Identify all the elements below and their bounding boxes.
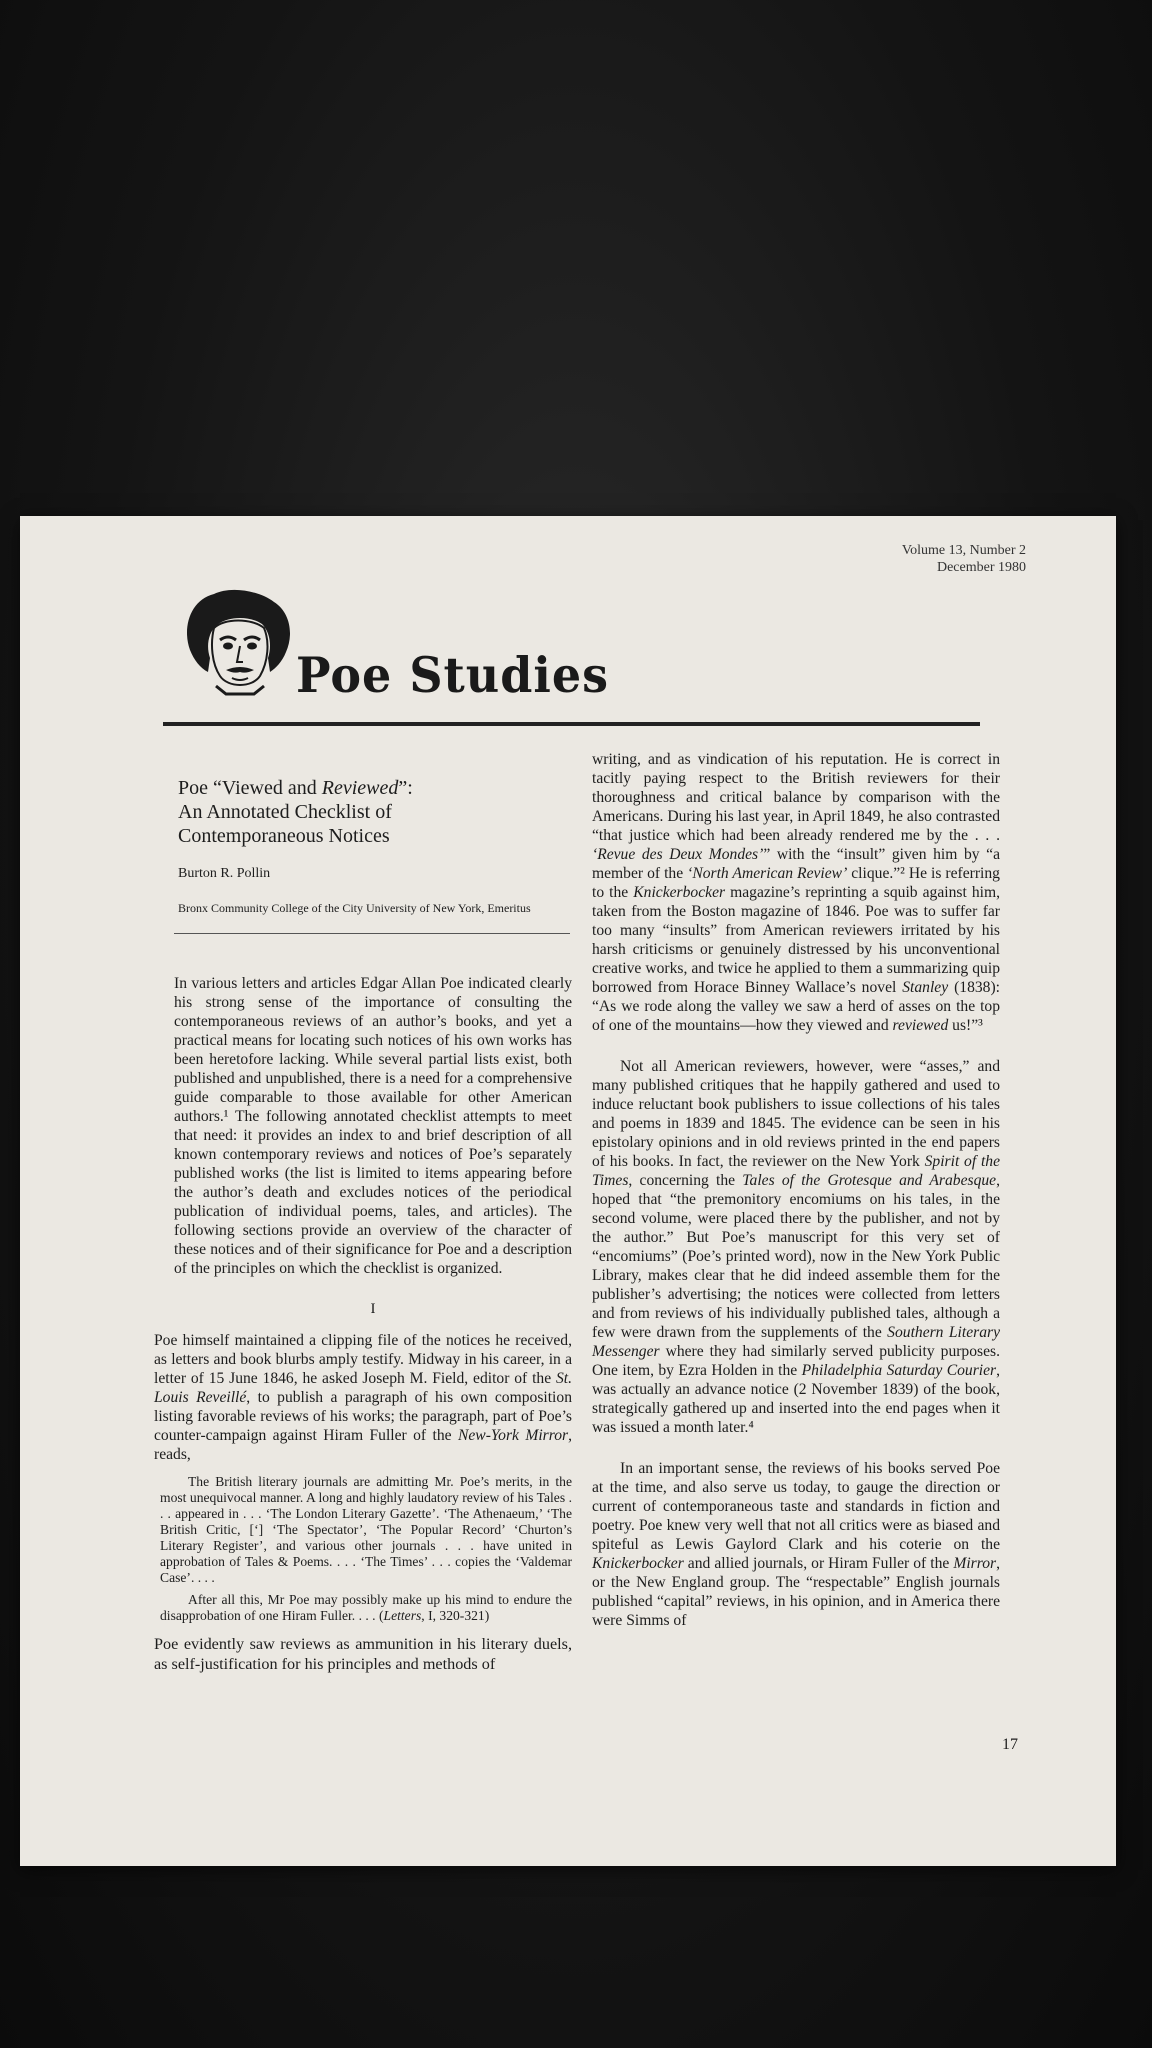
- author-affiliation: Bronx Community College of the City University of New York, Emeritus: [178, 901, 531, 915]
- article-title: Poe “Viewed and Reviewed”: An Annotated Checklist of Contemporaneous Notices: [178, 777, 413, 847]
- paragraph-ammunition: Poe evidently saw reviews as ammunition in his literary duels, as self-justification for his principles and methods of: [154, 1635, 572, 1673]
- volume-number: Volume 13, Number 2: [901, 543, 1026, 558]
- paragraph-clipping-file: Poe himself maintained a clipping file of the notices he received, as letters and book blurbs amply testify. Midway in his career, in a letter of 15 June 1846, he asked Joseph M. Field, editor of the St. Louis Reveillé, to publish a paragraph of his own composition listing favorable reviews of his works; the paragraph, part of Poe’s counter-campaign against Hiram Fuller of the New-York Mirror, reads,: [154, 1332, 572, 1463]
- journal-page: [20, 516, 1116, 1866]
- intro-paragraph: In various letters and articles Edgar Allan Poe indicated clearly his strong sense of the importance of consulting the contemporaneous reviews of an author’s books, and yet a practical means for locating such notices of his own works has been heretofore lacking. While several partial lists exist, both published and unpublished, there is a need for a comprehensive guide comparable to those available for other American authors.¹ The following annotated checklist attempts to meet that need: it provides an index to and brief description of all known contemporary reviews and notices of Poe’s separately published works (the list is limited to items appearing before the author’s death and excludes notices of the periodical publication of individual poems, tales, and articles). The following sections provide an overview of the character of these notices and of their significance for Poe and a description of the principles on which the checklist is organized.: [174, 975, 572, 1277]
- right-column: [592, 750, 1000, 1630]
- paragraph-vindication: writing, and as vindication of his reputation. He is correct in tacitly paying respect to the British reviewers for their thoroughness and critical balance by comparison with the Americans. During his last year, in April 1849, he also contrasted “that justice which had been already rendered me by the . . . ‘Revue des Deux Mondes’” with the “insult” given him by “a member of the ‘North American Review’ clique.”² He is referring to the Knickerbocker magazine’s reprinting a squib against him, taken from the Boston magazine of 1846. Poe was to suffer far too many “insults” from American reviewers irritated by his harsh criticisms or genuinely distressed by his unconventional creative works, and twice he applied to them a summarizing quip borrowed from Horace Binney Wallace’s novel Stanley (1838): “As we rode along the valley we saw a herd of asses on the top of one of the mountains—how they viewed and reviewed us!”³: [592, 751, 1000, 1034]
- left-column: [154, 754, 572, 1674]
- paragraph-taste: In an important sense, the reviews of his books served Poe at the time, and also serve us today, to gauge the direction or current of contemporaneous taste and standards in fiction and poetry. Poe knew very well that not all critics were as biased and spiteful as Lewis Gaylord Clark and his coterie on the Knickerbocker and allied journals, or Hiram Fuller of the Mirror, or the New England group. The “respectable” English journals published “capital” reviews, in his opinion, and in America there were Simms of: [592, 1460, 1000, 1629]
- quote-paragraph: After all this, Mr Poe may possibly make up his mind to endure the disapprobation of one Hiram Fuller. . . . (Letters, I, 320-321): [160, 1592, 572, 1623]
- block-quote: [154, 1474, 572, 1624]
- masthead-title: Poe Studies: [296, 646, 610, 704]
- poe-portrait-icon: [180, 588, 298, 698]
- title-divider: [174, 933, 570, 934]
- masthead-rule: [163, 722, 980, 726]
- paragraph-reviewers: Not all American reviewers, however, were “asses,” and many published critiques that he happily gathered and used to induce reluctant book publishers to issue collections of his tales and poems in 1839 and 1845. The evidence can be seen in his epistolary opinions and in old reviews printed in the end papers of his books. In fact, the reviewer on the New York Spirit of the Times, concerning the Tales of the Grotesque and Arabesque, hoped that “the premonitory encomiums on his tales, in the second volume, were placed there by the publisher, and not by the author.” But Poe’s manuscript for this very set of “encomiums” (Poe’s printed word), now in the New York Public Library, makes clear that he did indeed assemble them for the publisher’s advertising; the notices were collected from letters and from reviews of his individually published tales, although a few were drawn from the supplements of the Southern Literary Messenger where they had similarly served publicity purposes. One item, by Ezra Holden in the Philadelphia Saturday Courier, was actually an advance notice (2 November 1839) of the book, strategically gathered up and inserted into the end pages when it was issued a month later.⁴: [592, 1058, 1000, 1436]
- quote-paragraph: The British literary journals are admitting Mr. Poe’s merits, in the most unequivocal manner. A long and highly laudatory review of his Tales . . . appeared in . . . ‘The London Literary Gazette’. ‘The Athenaeum,’ ‘The British Critic, [‘] ‘The Spectator’, ‘The Popular Record’ ‘Churton’s Literary Register’, and various other journals . . . have united in approbation of Tales & Poems. . . . ‘The Times’ . . . copies the ‘Valdemar Case’. . . .: [160, 1474, 572, 1585]
- page-number: 17: [1002, 1736, 1018, 1753]
- author-name: Burton R. Pollin: [178, 866, 271, 881]
- issue-date: December 1980: [936, 560, 1026, 575]
- section-heading: I: [370, 1301, 376, 1317]
- issue-info: [902, 542, 1026, 576]
